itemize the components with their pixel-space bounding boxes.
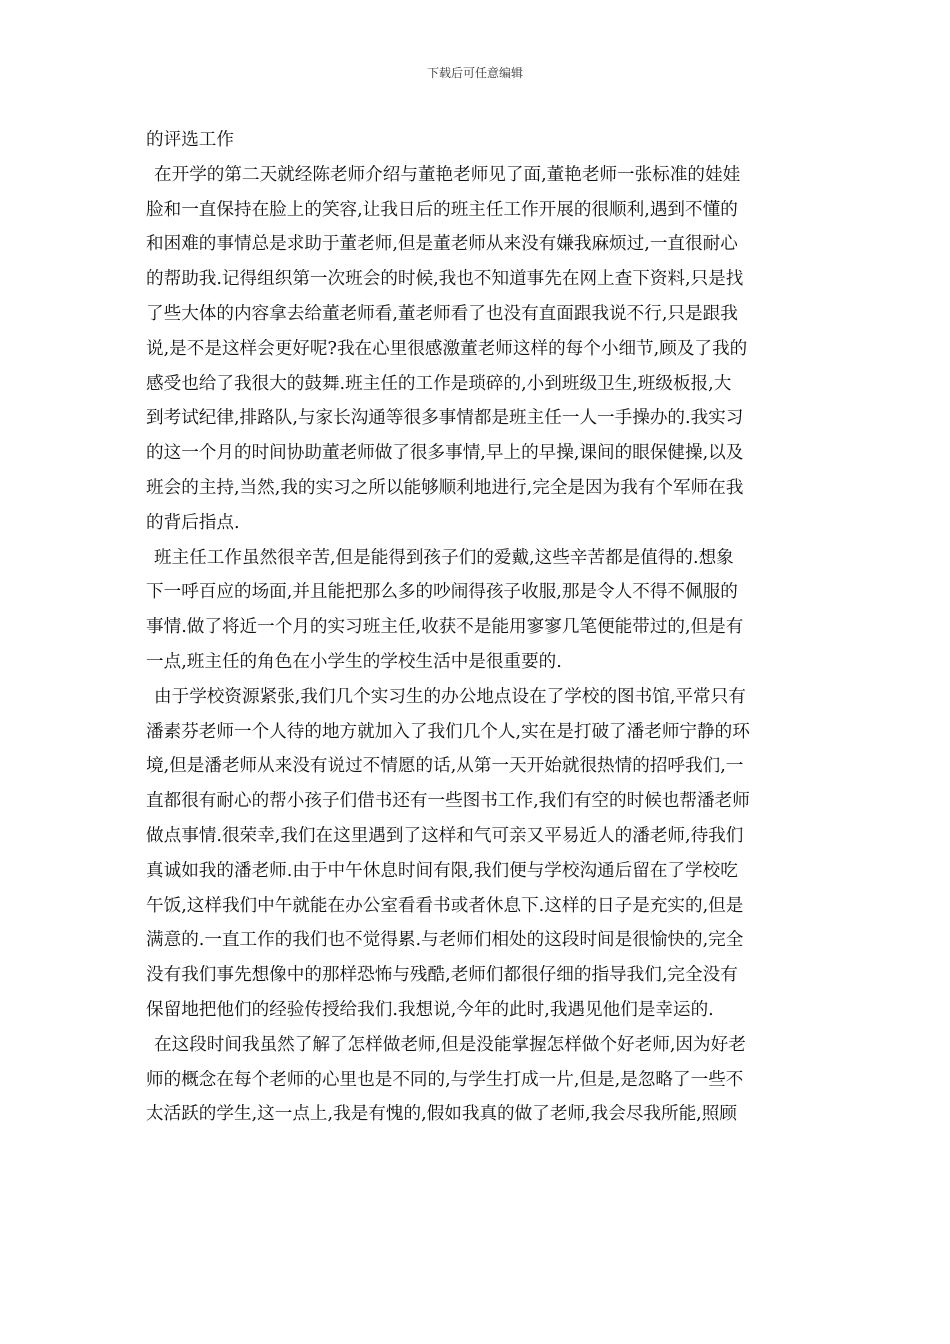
text-line: 满意的.一直工作的我们也不觉得累.与老师们相处的这段时间是很愉快的,完全 bbox=[146, 930, 744, 951]
text-line: 午饭,这样我们中午就能在办公室看看书或者休息下.这样的日子是充实的,但是 bbox=[146, 895, 744, 916]
text-line: 师的概念在每个老师的心里也是不同的,与学生打成一片,但是,是忽略了一些不 bbox=[146, 1069, 744, 1090]
text-line: 班会的主持,当然,我的实习之所以能够顺利地进行,完全是因为我有个军师在我 bbox=[146, 477, 744, 498]
text-line: 和困难的事情总是求助于董老师,但是董老师从来没有嫌我麻烦过,一直很耐心 bbox=[146, 234, 738, 255]
text-line: 做点事情.很荣幸,我们在这里遇到了这样和气可亲又平易近人的潘老师,待我们 bbox=[146, 825, 744, 846]
text-line: 感受也给了我很大的鼓舞.班主任的工作是琐碎的,小到班级卫生,班级板报,大 bbox=[146, 373, 732, 394]
text-line: 一点,班主任的角色在小学生的学校生活中是很重要的. bbox=[146, 651, 562, 672]
page-header: 下载后可任意编辑 bbox=[426, 66, 523, 80]
text-line: 没有我们事先想像中的那样恐怖与残酷,老师们都很仔细的指导我们,完全没有 bbox=[146, 965, 738, 986]
text-line: 真诚如我的潘老师.由于中午休息时间有限,我们便与学校沟通后留在了学校吃 bbox=[146, 860, 738, 881]
text-line: 境,但是潘老师从来没有说过不情愿的话,从第一天开始就很热情的招呼我们,一 bbox=[146, 756, 744, 777]
paragraph-first-line: 班主任工作虽然很辛苦,但是能得到孩子们的爱戴,这些辛苦都是值得的.想象 bbox=[154, 547, 734, 568]
text-line: 的这一个月的时间协助董老师做了很多事情,早上的早操,课间的眼保健操,以及 bbox=[146, 443, 744, 464]
paragraph-first-line: 在开学的第二天就经陈老师介绍与董艳老师见了面,董艳老师一张标准的娃娃 bbox=[154, 164, 741, 185]
text-line: 事情.做了将近一个月的实习班主任,收获不是能用寥寥几笔便能带过的,但是有 bbox=[146, 617, 744, 638]
text-line: 下一呼百应的场面,并且能把那么多的吵闹得孩子收服,那是令人不得不佩服的 bbox=[146, 582, 738, 603]
paragraph-first-line: 在这段时间我虽然了解了怎样做老师,但是没能掌握怎样做个好老师,因为好老 bbox=[154, 1034, 746, 1055]
text-line: 的评选工作 bbox=[146, 130, 234, 150]
text-line: 潘素芬老师一个人待的地方就加入了我们几个人,实在是打破了潘老师宁静的环 bbox=[146, 721, 750, 742]
text-line: 脸和一直保持在脸上的笑容,让我日后的班主任工作开展的很顺利,遇到不懂的 bbox=[146, 199, 738, 220]
text-line: 了些大体的内容拿去给董老师看,董老师看了也没有直面跟我说不行,只是跟我 bbox=[146, 303, 738, 324]
text-line: 的背后指点. bbox=[146, 512, 240, 533]
text-line: 的帮助我.记得组织第一次班会的时候,我也不知道事先在网上查下资料,只是找 bbox=[146, 269, 744, 290]
text-line: 太活跃的学生,这一点上,我是有愧的,假如我真的做了老师,我会尽我所能,照顾 bbox=[146, 1104, 737, 1125]
paragraph-first-line: 由于学校资源紧张,我们几个实习生的办公地点设在了学校的图书馆,平常只有 bbox=[154, 686, 746, 707]
text-line: 到考试纪律,排路队,与家长沟通等很多事情都是班主任一人一手操办的.我实习 bbox=[146, 408, 744, 429]
text-line: 说,是不是这样会更好呢?我在心里很感激董老师这样的每个小细节,顾及了我的 bbox=[146, 338, 748, 359]
text-line: 直都很有耐心的帮小孩子们借书还有一些图书工作,我们有空的时候也帮潘老师 bbox=[146, 791, 750, 812]
document-body bbox=[146, 123, 808, 1132]
text-line: 保留地把他们的经验传授给我们.我想说,今年的此时,我遇见他们是幸运的. bbox=[146, 999, 714, 1020]
